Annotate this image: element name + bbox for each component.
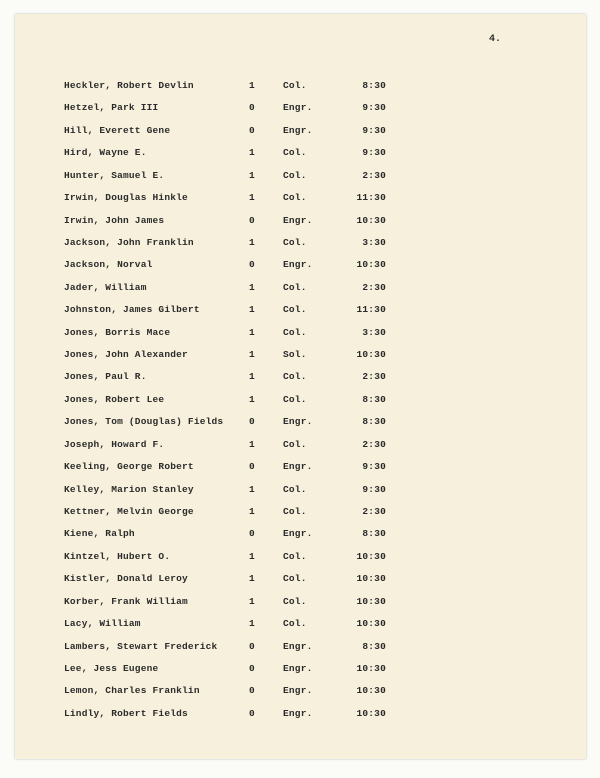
roster-row	[0, 573, 600, 587]
student-name: Kintzel, Hubert O.	[64, 550, 171, 562]
student-name: Jader, William	[64, 281, 147, 293]
department: Col.	[283, 505, 307, 517]
status-code: 1	[249, 438, 255, 450]
roster-row	[0, 708, 600, 722]
roster-row	[0, 551, 600, 565]
department: Engr.	[283, 259, 313, 271]
student-name: Lacy, William	[64, 618, 141, 630]
department: Engr.	[283, 707, 313, 719]
roster-row	[0, 259, 600, 273]
department: Col.	[283, 371, 307, 383]
roster-row	[0, 80, 600, 94]
appointment-time: 10:30	[356, 685, 386, 697]
department: Engr.	[283, 685, 313, 697]
student-name: Jackson, Norval	[64, 259, 153, 271]
appointment-time: 9:30	[362, 147, 386, 159]
department: Col.	[283, 304, 307, 316]
student-name: Jackson, John Franklin	[64, 236, 194, 248]
status-code: 1	[249, 304, 255, 316]
roster-row	[0, 237, 600, 251]
status-code: 0	[249, 707, 255, 719]
roster-row	[0, 327, 600, 341]
student-name: Korber, Frank William	[64, 595, 188, 607]
student-name: Lambers, Stewart Frederick	[64, 640, 218, 652]
appointment-time: 11:30	[356, 304, 386, 316]
department: Engr.	[283, 416, 313, 428]
department: Col.	[283, 595, 307, 607]
status-code: 0	[249, 640, 255, 652]
department: Engr.	[283, 528, 313, 540]
student-name: Jones, Borris Mace	[64, 326, 171, 338]
roster-row	[0, 484, 600, 498]
appointment-time: 2:30	[362, 438, 386, 450]
appointment-time: 10:30	[356, 595, 386, 607]
appointment-time: 11:30	[356, 192, 386, 204]
status-code: 0	[249, 461, 255, 473]
appointment-time: 8:30	[362, 416, 386, 428]
student-name: Kiene, Ralph	[64, 528, 135, 540]
appointment-time: 9:30	[362, 461, 386, 473]
roster-row	[0, 349, 600, 363]
status-code: 1	[249, 483, 255, 495]
department: Engr.	[283, 124, 313, 136]
roster-row	[0, 663, 600, 677]
department: Engr.	[283, 102, 313, 114]
department: Col.	[283, 147, 307, 159]
student-name: Jones, John Alexander	[64, 349, 188, 361]
status-code: 1	[249, 236, 255, 248]
department: Col.	[283, 573, 307, 585]
roster-row	[0, 528, 600, 542]
student-name: Kelley, Marion Stanley	[64, 483, 194, 495]
department: Col.	[283, 281, 307, 293]
roster-row	[0, 618, 600, 632]
roster-row	[0, 596, 600, 610]
department: Col.	[283, 169, 307, 181]
department: Col.	[283, 550, 307, 562]
student-name: Hill, Everett Gene	[64, 124, 171, 136]
department: Col.	[283, 236, 307, 248]
status-code: 1	[249, 550, 255, 562]
status-code: 1	[249, 80, 255, 91]
department: Engr.	[283, 461, 313, 473]
roster-row	[0, 147, 600, 161]
status-code: 1	[249, 349, 255, 361]
student-name: Hetzel, Park III	[64, 102, 159, 114]
status-code: 0	[249, 102, 255, 114]
appointment-time: 2:30	[362, 371, 386, 383]
roster-row	[0, 461, 600, 475]
roster-row	[0, 304, 600, 318]
page-number: 4.	[489, 34, 502, 45]
status-code: 1	[249, 573, 255, 585]
department: Engr.	[283, 214, 313, 226]
status-code: 0	[249, 214, 255, 226]
student-name: Hird, Wayne E.	[64, 147, 147, 159]
roster-row	[0, 170, 600, 184]
status-code: 1	[249, 169, 255, 181]
status-code: 0	[249, 528, 255, 540]
roster-row	[0, 282, 600, 296]
appointment-time: 9:30	[362, 124, 386, 136]
status-code: 0	[249, 416, 255, 428]
student-name: Hunter, Samuel E.	[64, 169, 165, 181]
appointment-time: 8:30	[362, 528, 386, 540]
status-code: 1	[249, 147, 255, 159]
status-code: 1	[249, 595, 255, 607]
roster-row	[0, 641, 600, 655]
roster-row	[0, 506, 600, 520]
student-name: Keeling, George Robert	[64, 461, 194, 473]
appointment-time: 10:30	[356, 662, 386, 674]
department: Col.	[283, 438, 307, 450]
department: Col.	[283, 393, 307, 405]
status-code: 1	[249, 192, 255, 204]
student-name: Jones, Tom (Douglas) Fields	[64, 416, 224, 428]
appointment-time: 9:30	[362, 483, 386, 495]
appointment-time: 10:30	[356, 618, 386, 630]
appointment-time: 10:30	[356, 550, 386, 562]
appointment-time: 10:30	[356, 707, 386, 719]
status-code: 1	[249, 393, 255, 405]
appointment-time: 2:30	[362, 169, 386, 181]
student-name: Lemon, Charles Franklin	[64, 685, 200, 697]
department: Col.	[283, 192, 307, 204]
student-name: Johnston, James Gilbert	[64, 304, 200, 316]
student-name: Irwin, Douglas Hinkle	[64, 192, 188, 204]
appointment-time: 10:30	[356, 349, 386, 361]
student-name: Jones, Paul R.	[64, 371, 147, 383]
department: Engr.	[283, 640, 313, 652]
status-code: 0	[249, 124, 255, 136]
department: Col.	[283, 80, 307, 91]
status-code: 1	[249, 371, 255, 383]
student-name: Irwin, John James	[64, 214, 165, 226]
appointment-time: 8:30	[362, 393, 386, 405]
student-name: Joseph, Howard F.	[64, 438, 165, 450]
roster-row	[0, 102, 600, 116]
status-code: 1	[249, 326, 255, 338]
student-name: Kistler, Donald Leroy	[64, 573, 188, 585]
appointment-time: 8:30	[362, 640, 386, 652]
roster-row	[0, 416, 600, 430]
roster-row	[0, 215, 600, 229]
appointment-time: 3:30	[362, 326, 386, 338]
student-name: Lee, Jess Eugene	[64, 662, 159, 674]
appointment-time: 10:30	[356, 214, 386, 226]
student-name: Jones, Robert Lee	[64, 393, 165, 405]
appointment-time: 3:30	[362, 236, 386, 248]
department: Col.	[283, 618, 307, 630]
student-name: Heckler, Robert Devlin	[64, 80, 194, 91]
appointment-time: 2:30	[362, 281, 386, 293]
status-code: 0	[249, 685, 255, 697]
roster-row	[0, 439, 600, 453]
department: Col.	[283, 326, 307, 338]
status-code: 0	[249, 662, 255, 674]
roster-row	[0, 192, 600, 206]
status-code: 0	[249, 259, 255, 271]
appointment-time: 2:30	[362, 505, 386, 517]
roster-row	[0, 685, 600, 699]
student-name: Lindly, Robert Fields	[64, 707, 188, 719]
appointment-time: 9:30	[362, 102, 386, 114]
appointment-time: 10:30	[356, 259, 386, 271]
roster-row	[0, 371, 600, 385]
status-code: 1	[249, 618, 255, 630]
status-code: 1	[249, 281, 255, 293]
department: Engr.	[283, 662, 313, 674]
roster-row	[0, 394, 600, 408]
student-name: Kettner, Melvin George	[64, 505, 194, 517]
status-code: 1	[249, 505, 255, 517]
department: Sol.	[283, 349, 307, 361]
appointment-time: 8:30	[362, 80, 386, 91]
appointment-time: 10:30	[356, 573, 386, 585]
department: Col.	[283, 483, 307, 495]
roster-row	[0, 125, 600, 139]
